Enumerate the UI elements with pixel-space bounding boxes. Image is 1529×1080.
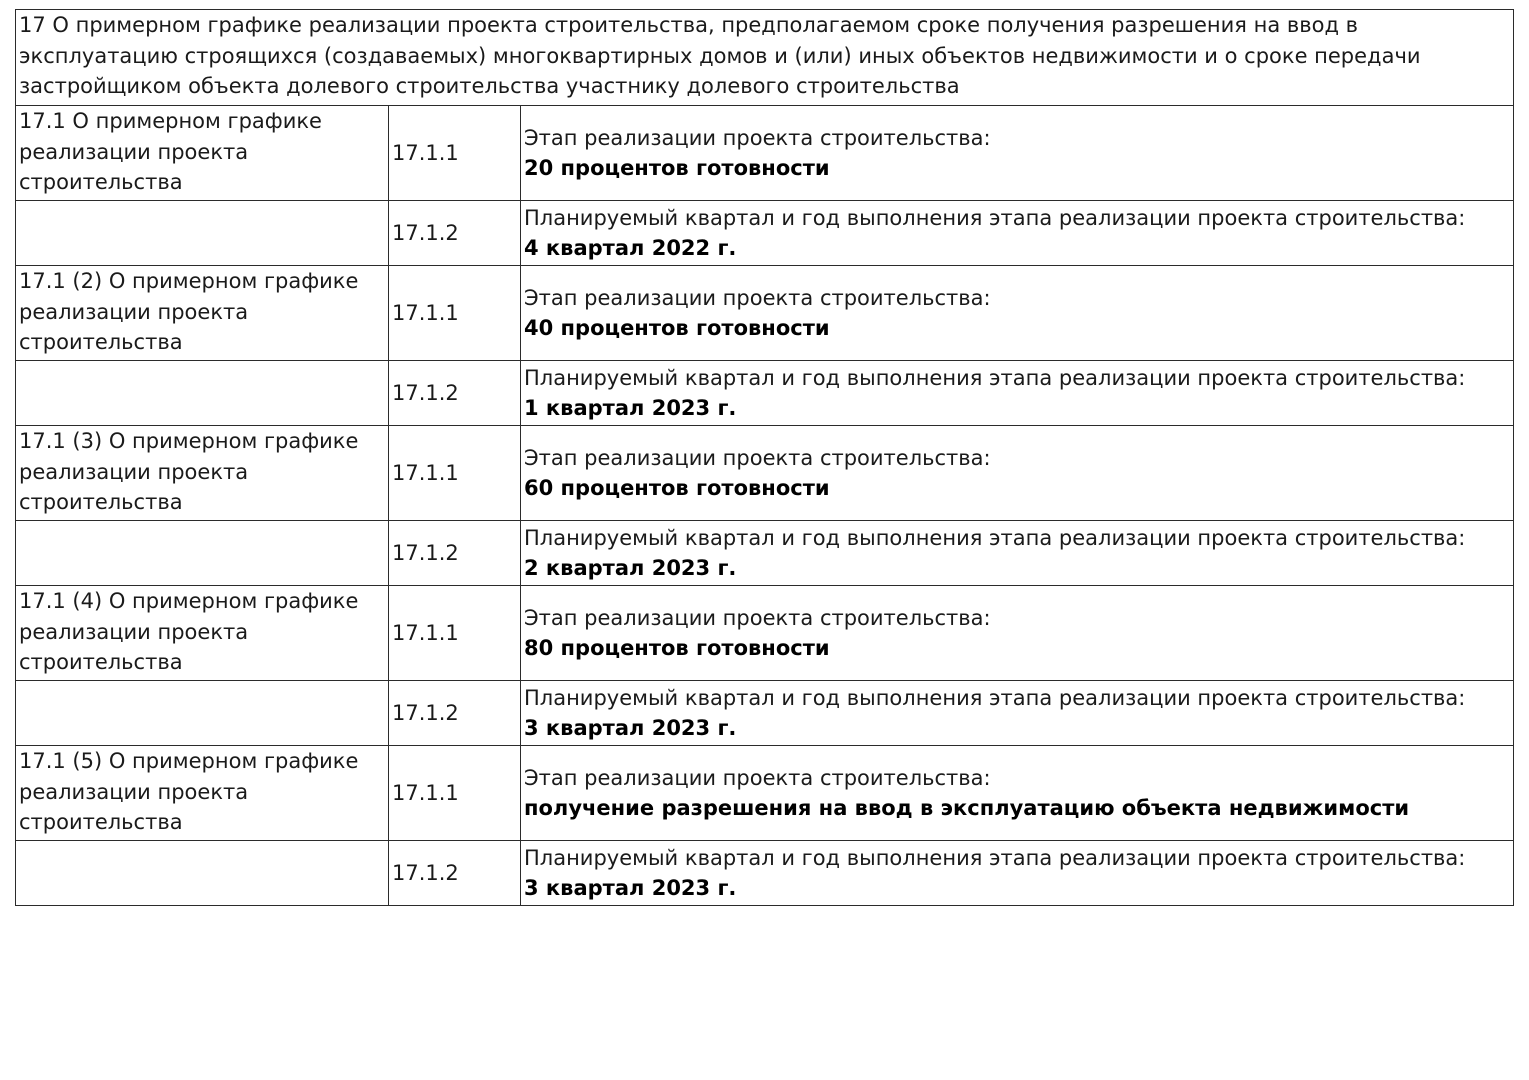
- field-label: Этап реализации проекта строительства:: [524, 285, 991, 310]
- field-label: Этап реализации проекта строительства:: [524, 605, 991, 630]
- item-code: 17.1.2: [389, 681, 521, 746]
- section-title: [16, 586, 389, 681]
- empty-cell: [16, 841, 389, 906]
- field-value: 3 квартал 2023 г.: [524, 876, 737, 900]
- item-code: 17.1.2: [389, 201, 521, 266]
- field-label: Планируемый квартал и год выполнения этапа реализации проекта строительства:: [524, 205, 1466, 230]
- item-content: [521, 746, 1514, 841]
- field-value: 1 квартал 2023 г.: [524, 396, 737, 420]
- item-content: [521, 521, 1514, 586]
- item-content: [521, 266, 1514, 361]
- field-value: 60 процентов готовности: [524, 476, 830, 500]
- item-code: 17.1.2: [389, 361, 521, 426]
- item-code: 17.1.1: [389, 266, 521, 361]
- section-title: [16, 106, 389, 201]
- empty-cell: [16, 201, 389, 266]
- item-code: 17.1.2: [389, 841, 521, 906]
- table-row: [16, 201, 1514, 266]
- field-label: Планируемый квартал и год выполнения этапа реализации проекта строительства:: [524, 845, 1466, 870]
- item-content: [521, 681, 1514, 746]
- item-content: [521, 201, 1514, 266]
- field-value: 80 процентов готовности: [524, 636, 830, 660]
- field-label: Планируемый квартал и год выполнения этапа реализации проекта строительства:: [524, 525, 1466, 550]
- item-content: [521, 361, 1514, 426]
- schedule-table: [15, 9, 1514, 906]
- table-row: [16, 521, 1514, 586]
- item-content: [521, 106, 1514, 201]
- section-header: 17 О примерном графике реализации проекта строительства, предполагаемом сроке получения разрешения на ввод в эксплуатацию строящихся (создаваемых) многоквартирных домов и (или) иных объектов недвижимости и о сроке передачи застройщиком объекта долевого строительства участнику долевого строительства: [16, 10, 1514, 106]
- field-value: 3 квартал 2023 г.: [524, 716, 737, 740]
- section-title-text: 17.1 (5) О примерном графике реализации проекта строительства: [19, 749, 359, 834]
- field-value: 2 квартал 2023 г.: [524, 556, 737, 580]
- item-code: 17.1.1: [389, 426, 521, 521]
- field-label: Планируемый квартал и год выполнения этапа реализации проекта строительства:: [524, 685, 1466, 710]
- section-title-text: 17.1 О примерном графике реализации проекта строительства: [19, 109, 322, 194]
- header-row: [16, 10, 1514, 106]
- table-row: [16, 746, 1514, 841]
- field-value: 20 процентов готовности: [524, 156, 830, 180]
- table-row: [16, 106, 1514, 201]
- item-code: 17.1.1: [389, 106, 521, 201]
- table-row: [16, 361, 1514, 426]
- item-code: 17.1.1: [389, 746, 521, 841]
- field-label: Этап реализации проекта строительства:: [524, 445, 991, 470]
- section-title-text: 17.1 (3) О примерном графике реализации проекта строительства: [19, 429, 359, 514]
- table-row: [16, 426, 1514, 521]
- item-content: [521, 841, 1514, 906]
- field-label: Планируемый квартал и год выполнения этапа реализации проекта строительства:: [524, 365, 1466, 390]
- table-row: [16, 681, 1514, 746]
- empty-cell: [16, 361, 389, 426]
- table-row: [16, 586, 1514, 681]
- field-value: 4 квартал 2022 г.: [524, 236, 737, 260]
- empty-cell: [16, 521, 389, 586]
- section-title: [16, 426, 389, 521]
- section-title: [16, 746, 389, 841]
- empty-cell: [16, 681, 389, 746]
- item-content: [521, 426, 1514, 521]
- section-title-text: 17.1 (2) О примерном графике реализации проекта строительства: [19, 269, 359, 354]
- field-value: получение разрешения на ввод в эксплуатацию объекта недвижимости: [524, 796, 1410, 820]
- table-row: [16, 266, 1514, 361]
- section-title-text: 17.1 (4) О примерном графике реализации проекта строительства: [19, 589, 359, 674]
- field-label: Этап реализации проекта строительства:: [524, 765, 991, 790]
- item-code: 17.1.1: [389, 586, 521, 681]
- item-code: 17.1.2: [389, 521, 521, 586]
- field-value: 40 процентов готовности: [524, 316, 830, 340]
- section-title: [16, 266, 389, 361]
- table-row: [16, 841, 1514, 906]
- field-label: Этап реализации проекта строительства:: [524, 125, 991, 150]
- item-content: [521, 586, 1514, 681]
